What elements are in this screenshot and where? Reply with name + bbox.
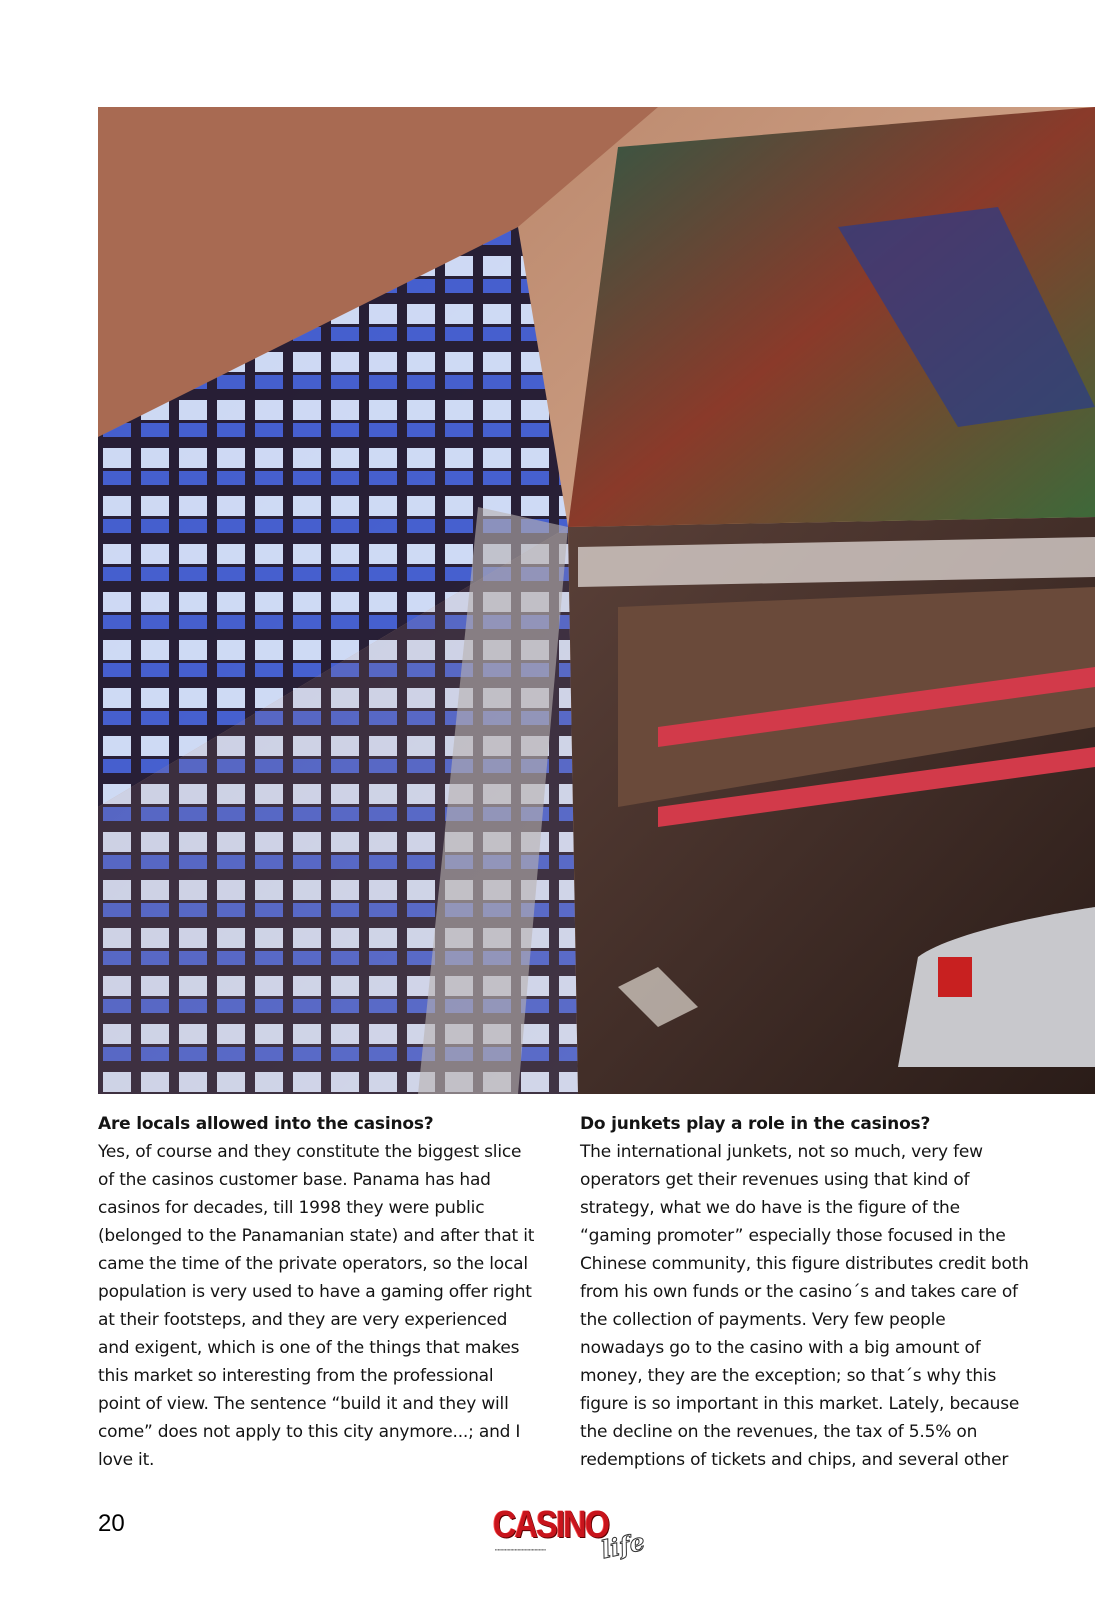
left-question-heading: Are locals allowed into the casinos?: [98, 1114, 434, 1134]
logo-tagline-decoration: ▪▪▪▪▪▪▪▪▪▪▪▪▪▪▪▪▪▪▪▪▪▪▪▪▪▪▪▪▪▪▪▪▪▪▪▪: [495, 1547, 547, 1552]
casino-photo-illustration: [98, 107, 1095, 1094]
left-answer-text: Yes, of course and they constitute the biggest slice of the casinos customer base. Panama has had casinos for decades, till 1998 they were public (belonged to the Panamanian state) and after that it came the time of the private operators, so the local population is very used to have a gaming offer right at their footsteps, and they are very experienced and exigent, which is one of the things that makes this market so interesting from the professional point of view. The sentence “build it and they will come” does not apply to this city anymore...; and I love it.: [98, 1142, 535, 1470]
casino-interior-photo: [98, 107, 1095, 1094]
left-article-column: [98, 1110, 538, 1474]
right-question-heading: Do junkets play a role in the casinos?: [580, 1114, 931, 1134]
right-article-column: [580, 1110, 1030, 1474]
logo-wordmark: CASINO: [493, 1504, 609, 1546]
page-number: 20: [98, 1510, 125, 1537]
casino-life-logo: [493, 1504, 648, 1575]
right-answer-text: The international junkets, not so much, very few operators get their revenues using that kind of strategy, what we do have is the figure of the “gaming promoter” especially those focused in the Chinese community, this figure distributes credit both from his own funds or the casino´s and takes care of the collection of payments. Very few people nowadays go to the casino with a big amount of money, they are the exception; so that´s why this figure is so important in this market. Lately, because the decline on the revenues, the tax of 5.5% on redemptions of tickets and chips, and several other: [580, 1142, 1029, 1470]
logo-script: life: [598, 1526, 648, 1565]
